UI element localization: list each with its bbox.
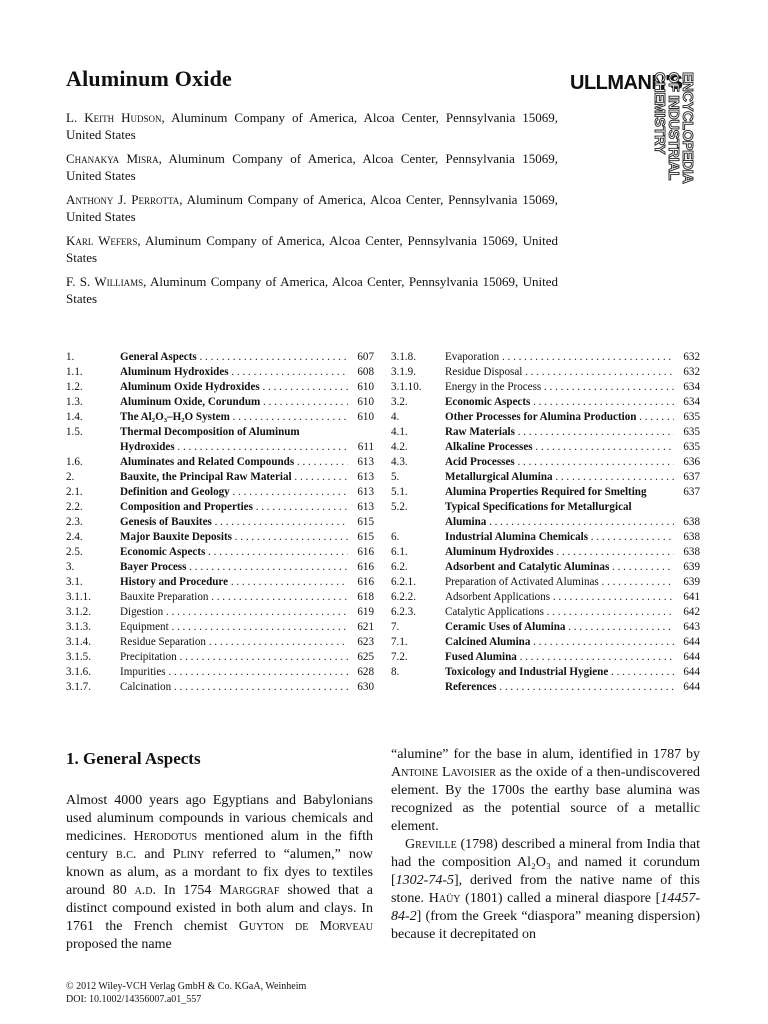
toc-page: 610 [357,381,374,393]
toc-number: 6.1. [391,546,408,558]
toc-page: 615 [357,531,374,543]
toc-label: Calcination . . . [120,680,348,695]
toc-page: 635 [683,441,700,453]
toc-label: Catalytic Applications . . . [445,605,674,620]
logo-line-1: ENCYCLOPEDIA [679,72,695,184]
toc-entry [66,605,374,620]
toc-entry [391,425,700,440]
toc-entry [391,560,700,575]
toc-entry [66,425,374,440]
toc-number: 3.1.3. [66,621,91,633]
toc-page: 619 [357,606,374,618]
author-list [66,109,558,314]
toc-page: 616 [357,576,374,588]
page-footer [66,980,306,1006]
toc-number: 1.3. [66,396,83,408]
toc-label: Aluminum Hydroxides . . . [445,545,674,560]
body-column-left [66,750,373,954]
toc-entry [66,350,374,365]
toc-column-right [391,350,700,695]
toc-label: Aluminum Hydroxides . . . [120,365,348,380]
logo-subtitle [652,72,694,184]
toc-page: 641 [683,591,700,603]
toc-entry [391,650,700,665]
toc-number: 6. [391,531,400,543]
toc-page: 642 [683,606,700,618]
copyright-line: © 2012 Wiley-VCH Verlag GmbH & Co. KGaA, Weinheim [66,981,307,992]
toc-entry [391,455,700,470]
toc-entry [391,635,700,650]
toc-label: Energy in the Process . . . [445,380,674,395]
toc-page: 644 [683,651,700,663]
toc-entry [391,605,700,620]
toc-label: References . . . [445,680,674,695]
toc-number [66,440,120,455]
doi-line: DOI: 10.1002/14356007.a01_557 [66,994,202,1005]
toc-page: 632 [683,366,700,378]
toc-entry [66,530,374,545]
toc-label: Hydroxides . . . [120,440,348,455]
toc-entry [391,470,700,485]
author-entry [66,273,558,307]
toc-entry [66,650,374,665]
toc-page: 608 [357,366,374,378]
author-entry [66,150,558,184]
toc-label: Adsorbent Applications . . . [445,590,674,605]
toc-page: 635 [683,426,700,438]
author-name: Karl Wefers, [66,233,141,248]
toc-entry [66,665,374,680]
toc-label: Residue Separation . . . [120,635,348,650]
toc-number: 3.1.10. [391,381,422,393]
toc-page: 618 [357,591,374,603]
toc-number: 8. [391,666,400,678]
toc-number: 7.1. [391,636,408,648]
toc-entry [66,455,374,470]
toc-page: 635 [683,411,700,423]
toc-label: Major Bauxite Deposits . . . [120,530,348,545]
toc-label: Definition and Geology . . . [120,485,348,500]
toc-number: 2.2. [66,501,83,513]
toc-entry [391,665,700,680]
toc-label: Bayer Process . . . [120,560,348,575]
toc-number: 3.1.9. [391,366,416,378]
toc-number: 6.2.1. [391,576,416,588]
toc-label: Alkaline Processes . . . [445,440,674,455]
toc-label: Impurities . . . [120,665,348,680]
toc-entry [66,485,374,500]
toc-entry [66,410,374,425]
author-affiliation: Aluminum Company of America, Alcoa Center, Pennsylvania 15069, United States [66,274,558,306]
toc-page: 610 [357,396,374,408]
author-entry [66,109,558,143]
toc-page: 639 [683,576,700,588]
toc-page: 615 [357,516,374,528]
toc-page: 616 [357,546,374,558]
toc-entry [391,620,700,635]
toc-page: 613 [357,456,374,468]
toc-entry [66,380,374,395]
toc-entry [391,365,700,380]
toc-entry [66,620,374,635]
toc-entry [391,575,700,590]
section-heading: 1. General Aspects [66,749,201,768]
toc-label: Fused Alumina . . . [445,650,674,665]
toc-label: Bauxite, the Principal Raw Material . . . [120,470,348,485]
toc-label: Residue Disposal . . . [445,365,674,380]
toc-page [348,425,374,440]
toc-label: The Al₂O₃–H₂O System . . . [120,410,348,425]
toc-number: 6.2.3. [391,606,416,618]
toc-label: Alumina . . . [445,515,674,530]
body-paragraph: Almost 4000 years ago Egyptians and Babylonians used aluminum compounds in various chemicals and medicines. Herodotus mentioned alum in the fifth century b.c. and Pliny referred to “alumen,” now known as alum, as a mordant to fix dyes to textiles around 80 a.d. In 1754 Marggraf showed that a distinct compound existed in both alum and clays. In 1761 the French chemist Guyton de Morveau proposed the name [66,793,373,952]
toc-number: 4.1. [391,426,408,438]
toc-number: 7.2. [391,651,408,663]
body-column-right [391,746,700,944]
toc-entry [66,470,374,485]
toc-label: Raw Materials . . . [445,425,674,440]
toc-entry [66,635,374,650]
toc-number: 6.2.2. [391,591,416,603]
toc-number [391,680,445,695]
toc-page: 634 [683,396,700,408]
toc-number: 1.2. [66,381,83,393]
toc-label: Aluminum Oxide, Corundum . . . [120,395,348,410]
toc-number: 7. [391,621,400,633]
toc-number: 1.1. [66,366,83,378]
toc-number: 3.1.8. [391,351,416,363]
toc-label: Thermal Decomposition of Aluminum [120,426,300,438]
toc-label: Equipment . . . [120,620,348,635]
author-name: Anthony J. Perrotta, [66,192,183,207]
toc-label: Bauxite Preparation . . . [120,590,348,605]
toc-page: 644 [683,636,700,648]
toc-number: 3.1.7. [66,681,91,693]
toc-page: 637 [683,471,700,483]
toc-entry [391,380,700,395]
author-entry [66,191,558,225]
logo-line-2: OF INDUSTRIAL [665,72,681,181]
toc-page: 634 [683,381,700,393]
body-paragraph: Greville (1798) described a mineral from India that had the composition Al₂O₃ and named it corundum [1302-74-5], derived from the native name of this stone. Haüy (1801) called a mineral diaspore [14457-84-2] (from the Greek “diaspora” meaning dispersion) because it decrepitated on [391,837,700,942]
toc-number: 5.2. [391,501,408,513]
toc-page: 636 [683,456,700,468]
toc-number: 2. [66,471,75,483]
toc-page: 638 [683,546,700,558]
author-affiliation: Aluminum Company of America, Alcoa Center, Pennsylvania 15069, United States [66,192,558,224]
toc-label: Alumina Properties Required for Smelting [445,486,647,498]
toc-number: 4. [391,411,400,423]
toc-page: 637 [683,486,700,498]
toc-number: 3.1.2. [66,606,91,618]
toc-column-left [66,350,374,695]
author-name: L. Keith Hudson, [66,110,165,125]
toc-entry [66,440,374,455]
toc-label: Calcined Alumina . . . [445,635,674,650]
toc-entry [391,530,700,545]
toc-page: 613 [357,471,374,483]
toc-label: Preparation of Activated Aluminas . . . [445,575,674,590]
author-name: F. S. Williams, [66,274,147,289]
toc-page: 643 [683,621,700,633]
logo-brand: ULLMANN'S [570,72,683,94]
toc-page: 628 [357,666,374,678]
author-affiliation: Aluminum Company of America, Alcoa Center, Pennsylvania 15069, United States [66,151,559,183]
toc-entry [391,500,700,515]
toc-number: 2.4. [66,531,83,543]
toc-label: Toxicology and Industrial Hygiene . . . [445,665,674,680]
toc-entry [391,515,700,530]
toc-page: 613 [357,501,374,513]
toc-label: Metallurgical Alumina . . . [445,470,674,485]
toc-entry [391,410,700,425]
toc-page [674,500,700,515]
toc-label: Aluminum Oxide Hydroxides . . . [120,380,348,395]
article-title: Aluminum Oxide [66,66,232,91]
toc-label: Composition and Properties . . . [120,500,348,515]
toc-number [391,515,445,530]
toc-label: Acid Processes . . . [445,455,674,470]
toc-page: 638 [683,531,700,543]
toc-page: 632 [683,351,700,363]
toc-number: 3. [66,561,75,573]
toc-entry [391,545,700,560]
author-name: Chanakya Misra, [66,151,162,166]
toc-entry [391,485,700,500]
body-paragraph: “alumine” for the base in alum, identified in 1787 by Antoine Lavoisier as the oxide of a then-undiscovered element. By the 1700s the earthy base alumina was recognized as the potential source of a metallic element. [391,747,701,834]
toc-label: Economic Aspects . . . [445,395,674,410]
toc-label: Genesis of Bauxites . . . [120,515,348,530]
toc-number: 3.1. [66,576,83,588]
toc-number: 3.1.6. [66,666,91,678]
toc-entry [66,395,374,410]
toc-label: Industrial Alumina Chemicals . . . [445,530,674,545]
toc-number: 3.1.4. [66,636,91,648]
toc-number: 1.5. [66,426,83,438]
toc-label: Evaporation . . . [445,350,674,365]
toc-number: 2.1. [66,486,83,498]
toc-number: 2.5. [66,546,83,558]
toc-page: 644 [683,681,700,693]
toc-page: 607 [357,351,374,363]
toc-page: 639 [683,561,700,573]
toc-number: 1.6. [66,456,83,468]
toc-number: 5.1. [391,486,408,498]
toc-number: 2.3. [66,516,83,528]
toc-label: Aluminates and Related Compounds . . . [120,455,348,470]
toc-number: 4.2. [391,441,408,453]
toc-entry [391,395,700,410]
toc-entry [66,575,374,590]
toc-number: 1. [66,351,75,363]
toc-entry [66,560,374,575]
toc-number: 1.4. [66,411,83,423]
toc-page: 638 [683,516,700,528]
logo-line-3: CHEMISTRY [651,72,667,155]
author-affiliation: Aluminum Company of America, Alcoa Center, Pennsylvania 15069, United States [66,110,559,142]
toc-entry [391,350,700,365]
toc-entry [66,545,374,560]
toc-number: 5. [391,471,400,483]
toc-page: 625 [357,651,374,663]
toc-entry [391,590,700,605]
toc-page: 623 [357,636,374,648]
toc-page: 621 [357,621,374,633]
toc-label: Precipitation . . . [120,650,348,665]
toc-label: Typical Specifications for Metallurgical [445,501,632,513]
toc-page: 616 [357,561,374,573]
toc-label: Digestion . . . [120,605,348,620]
toc-label: Economic Aspects . . . [120,545,348,560]
toc-number: 4.3. [391,456,408,468]
toc-page: 610 [357,411,374,423]
toc-entry [391,680,700,695]
toc-number: 6.2. [391,561,408,573]
toc-entry [66,500,374,515]
author-entry [66,232,558,266]
toc-label: General Aspects . . . [120,350,348,365]
toc-label: Ceramic Uses of Alumina . . . [445,620,674,635]
ullmanns-logo [570,70,700,200]
toc-entry [66,365,374,380]
toc-label: History and Procedure . . . [120,575,348,590]
author-affiliation: Aluminum Company of America, Alcoa Center, Pennsylvania 15069, United States [66,233,558,265]
toc-number: 3.1.5. [66,651,91,663]
toc-page: 630 [357,681,374,693]
toc-page: 644 [683,666,700,678]
toc-label: Adsorbent and Catalytic Aluminas . . . [445,560,674,575]
toc-entry [66,680,374,695]
toc-page: 613 [357,486,374,498]
toc-entry [66,515,374,530]
toc-page: 611 [357,441,374,453]
toc-entry [391,440,700,455]
toc-entry [66,590,374,605]
toc-label: Other Processes for Alumina Production . . . [445,410,674,425]
toc-number: 3.1.1. [66,591,91,603]
toc-number: 3.2. [391,396,408,408]
